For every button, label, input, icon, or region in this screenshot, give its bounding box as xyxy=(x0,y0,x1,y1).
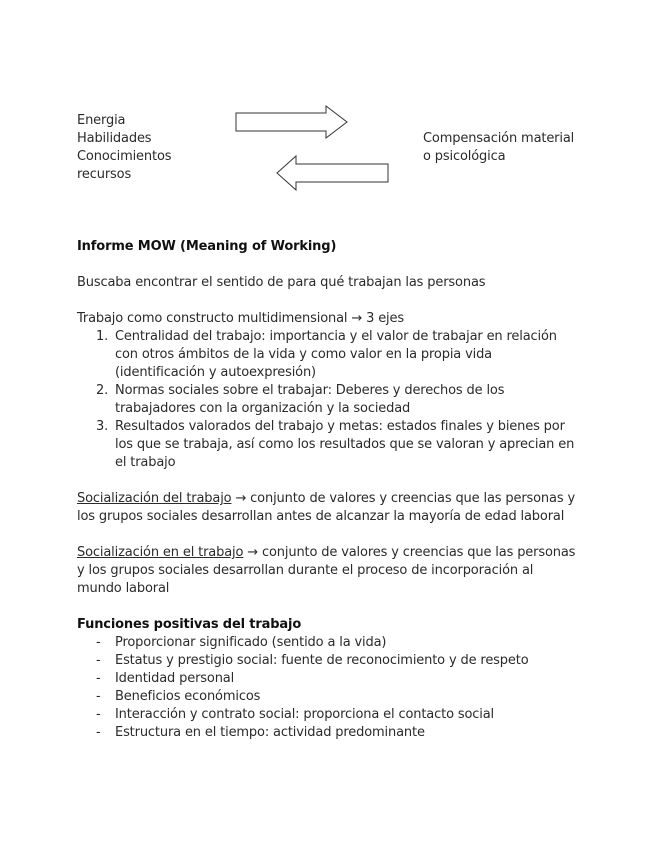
axis-1-line-1: Centralidad del trabajo: importancia y el valor de trabajar en relación xyxy=(115,329,557,344)
bullet-dash: - xyxy=(96,653,101,668)
mow-intro: Buscaba encontrar el sentido de para qué trabajan las personas xyxy=(77,275,486,290)
funciones-heading: Funciones positivas del trabajo xyxy=(77,617,302,632)
mow-heading: Informe MOW (Meaning of Working) xyxy=(77,239,337,254)
bullet-dash: - xyxy=(96,635,101,650)
axis-1-line-3: (identificación y autoexpresión) xyxy=(115,365,316,380)
axis-1-number: 1. xyxy=(96,329,109,344)
bullet-dash: - xyxy=(96,707,101,722)
bullet-dash: - xyxy=(96,689,101,704)
socializacion-en-line-3: mundo laboral xyxy=(77,581,170,596)
funcion-item-2: Estatus y prestigio social: fuente de reconocimiento y de respeto xyxy=(115,653,529,668)
axis-3-line-1: Resultados valorados del trabajo y metas: estados finales y bienes por xyxy=(115,419,565,434)
socializacion-del-rest: → conjunto de valores y creencias que las personas y xyxy=(231,491,575,506)
socializacion-del-line-2: los grupos sociales desarrollan antes de alcanzar la mayoría de edad laboral xyxy=(77,509,565,524)
axis-3-line-3: el trabajo xyxy=(115,455,176,470)
funcion-item-6: Estructura en el tiempo: actividad predominante xyxy=(115,725,425,740)
socializacion-del-term: Socialización del trabajo xyxy=(77,491,232,506)
diagram-input-conocimientos: Conocimientos xyxy=(77,149,172,164)
socializacion-en-line-2: y los grupos sociales desarrollan durante el proceso de incorporación al xyxy=(77,563,534,578)
bullet-dash: - xyxy=(96,671,101,686)
left-arrow-icon xyxy=(274,154,392,192)
axis-2-line-2: trabajadores con la organización y la sociedad xyxy=(115,401,411,416)
diagram-output-line-1: Compensación material xyxy=(423,131,575,146)
axis-1-line-2: con otros ámbitos de la vida y como valor en la propia vida xyxy=(115,347,492,362)
socializacion-en-term: Socialización en el trabajo xyxy=(77,545,244,560)
socializacion-del-line-1 xyxy=(77,490,575,508)
funcion-item-3: Identidad personal xyxy=(115,671,235,686)
diagram-input-recursos: recursos xyxy=(77,167,132,182)
axis-3-number: 3. xyxy=(96,419,109,434)
mow-construct: Trabajo como constructo multidimensional → 3 ejes xyxy=(77,311,404,326)
funcion-item-1: Proporcionar significado (sentido a la vida) xyxy=(115,635,387,650)
funcion-item-4: Beneficios económicos xyxy=(115,689,261,704)
diagram-output-line-2: o psicológica xyxy=(423,149,506,164)
axis-2-line-1: Normas sociales sobre el trabajar: Deberes y derechos de los xyxy=(115,383,505,398)
diagram-input-habilidades: Habilidades xyxy=(77,131,152,146)
socializacion-en-rest: → conjunto de valores y creencias que las personas xyxy=(243,545,576,560)
right-arrow-icon xyxy=(233,104,351,140)
diagram-input-energia: Energia xyxy=(77,113,126,128)
axis-2-number: 2. xyxy=(96,383,109,398)
bullet-dash: - xyxy=(96,725,101,740)
axis-3-line-2: los que se trabaja, así como los resultados que se valoran y aprecian en xyxy=(115,437,575,452)
socializacion-en-line-1 xyxy=(77,544,575,562)
funcion-item-5: Interacción y contrato social: proporciona el contacto social xyxy=(115,707,495,722)
